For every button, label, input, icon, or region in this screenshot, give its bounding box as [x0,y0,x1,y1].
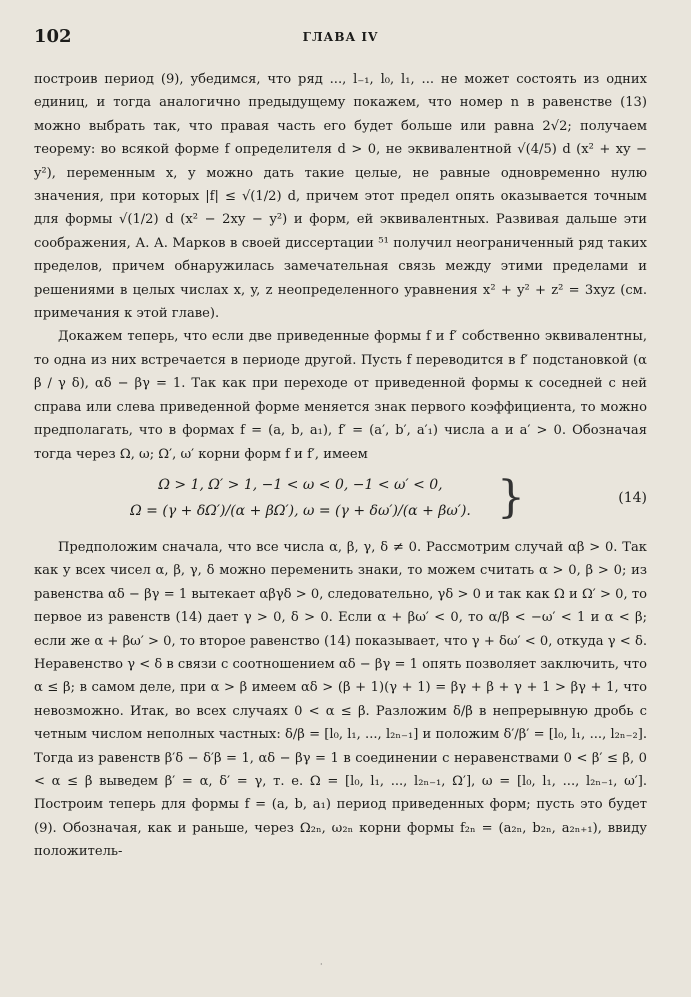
equation-14 [34,472,647,524]
paragraph-theorem: построив период (9), убедимся, что ряд ..., l₋₁, l₀, l₁, ... не может состоять из одних единиц, и тогда аналогично предыдущему покажем, что номер n в равенстве (13) можно выбрать так, что правая часть его будет больше или равна 2√2; получаем теорему: во всякой форме f определителя d > 0, не эквивалентной √(4/5) d (x² + xy − y²), переменным x, y можно дать такие целые, не равные одновременно нулю значения, при которых |f| ≤ √(1/2) d, причем этот предел опять оказывается точным для формы √(1/2) d (x² − 2xy − y²) и форм, ей эквивалентных. Развивая дальше эти соображения, А. А. Марков в своей диссертации ⁵¹ получил неограниченный ряд таких пределов, причем обнаружилась замечательная связь между этими пределами и решениями в целых числах x, y, z неопределенного уравнения x² + y² + z² = 3xyz (см. примечания к этой главе). [34,72,647,322]
bottom-mark: · [320,960,323,969]
equation-line-1: Ω > 1, Ω′ > 1, −1 < ω < 0, −1 < ω′ < 0, [158,476,443,493]
chapter-title: ГЛАВА IV [302,30,379,44]
page-header [34,26,647,68]
page-number: 102 [34,26,72,47]
paragraph-equivalence: Докажем теперь, что если две приведенные формы f и f′ собственно эквивалентны, то одна из них встречается в периоде другой. Пусть f переводится в f′ подстановкой (α β / γ δ), αδ − βγ = 1. Так как при переходе от приведенной формы к соседней с ней справа или слева приведенной форме меняется знак первого коэффициента, то можно предполагать, что в формах f = (a, b, a₁), f′ = (a′, b′, a′₁) числа a и a′ > 0. Обозначая тогда через Ω, ω; Ω′, ω′ корни форм f и f′, имеем [34,329,647,462]
equation-number: (14) [618,489,647,506]
paragraph-proof: Предположим сначала, что все числа α, β, γ, δ ≠ 0. Рассмотрим случай αβ > 0. Так как у всех чисел α, β, γ, δ можно переменить знаки, то можем считать α > 0, β > 0; из равенства αδ − βγ = 1 вытекает αβγδ > 0, следовательно, γδ > 0 и так как Ω и Ω′ > 0, то первое из равенств (14) дает γ > 0, δ > 0. Если α + βω′ < 0, то α/β < −ω′ < 1 и α < β; если же α + βω′ > 0, то второе равенство (14) показывает, что γ + δω′ < 0, откуда γ < δ. Неравенство γ < δ в связи с соотношением αδ − βγ = 1 опять позволяет заключить, что α ≤ β; в самом деле, при α > β имеем αδ > (β + 1)(γ + 1) = βγ + β + γ + 1 > βγ + 1, что невозможно. Итак, во всех случаях 0 < α ≤ β. Разложим δ/β в непрерывную дробь с четным числом неполных частных: δ/β = [l₀, l₁, ..., l₂ₙ₋₁] и положим δ′/β′ = [l₀, l₁, ..., l₂ₙ₋₂]. Тогда из равенств β′δ − δ′β = 1, αδ − βγ = 1 в соединении с неравенствами 0 < β′ ≤ β, 0 < α ≤ β выведем β′ = α, δ′ = γ, т. е. Ω = [l₀, l₁, ..., l₂ₙ₋₁, Ω′], ω = [l₀, l₁, ..., l₂ₙ₋₁, ω′]. Построим теперь для формы f = (a, b, a₁) период приведенных форм; пусть это будет (9). Обозначая, как и раньше, через Ω₂ₙ, ω₂ₙ корни формы f₂ₙ = (a₂ₙ, b₂ₙ, a₂ₙ₊₁), ввиду положитель- [34,539,647,860]
equation-line-2: Ω = (γ + δΩ′)/(α + βΩ′), ω = (γ + δω′)/(α + βω′). [130,502,471,519]
equation-brace: } [497,471,525,523]
body-text [34,68,647,864]
